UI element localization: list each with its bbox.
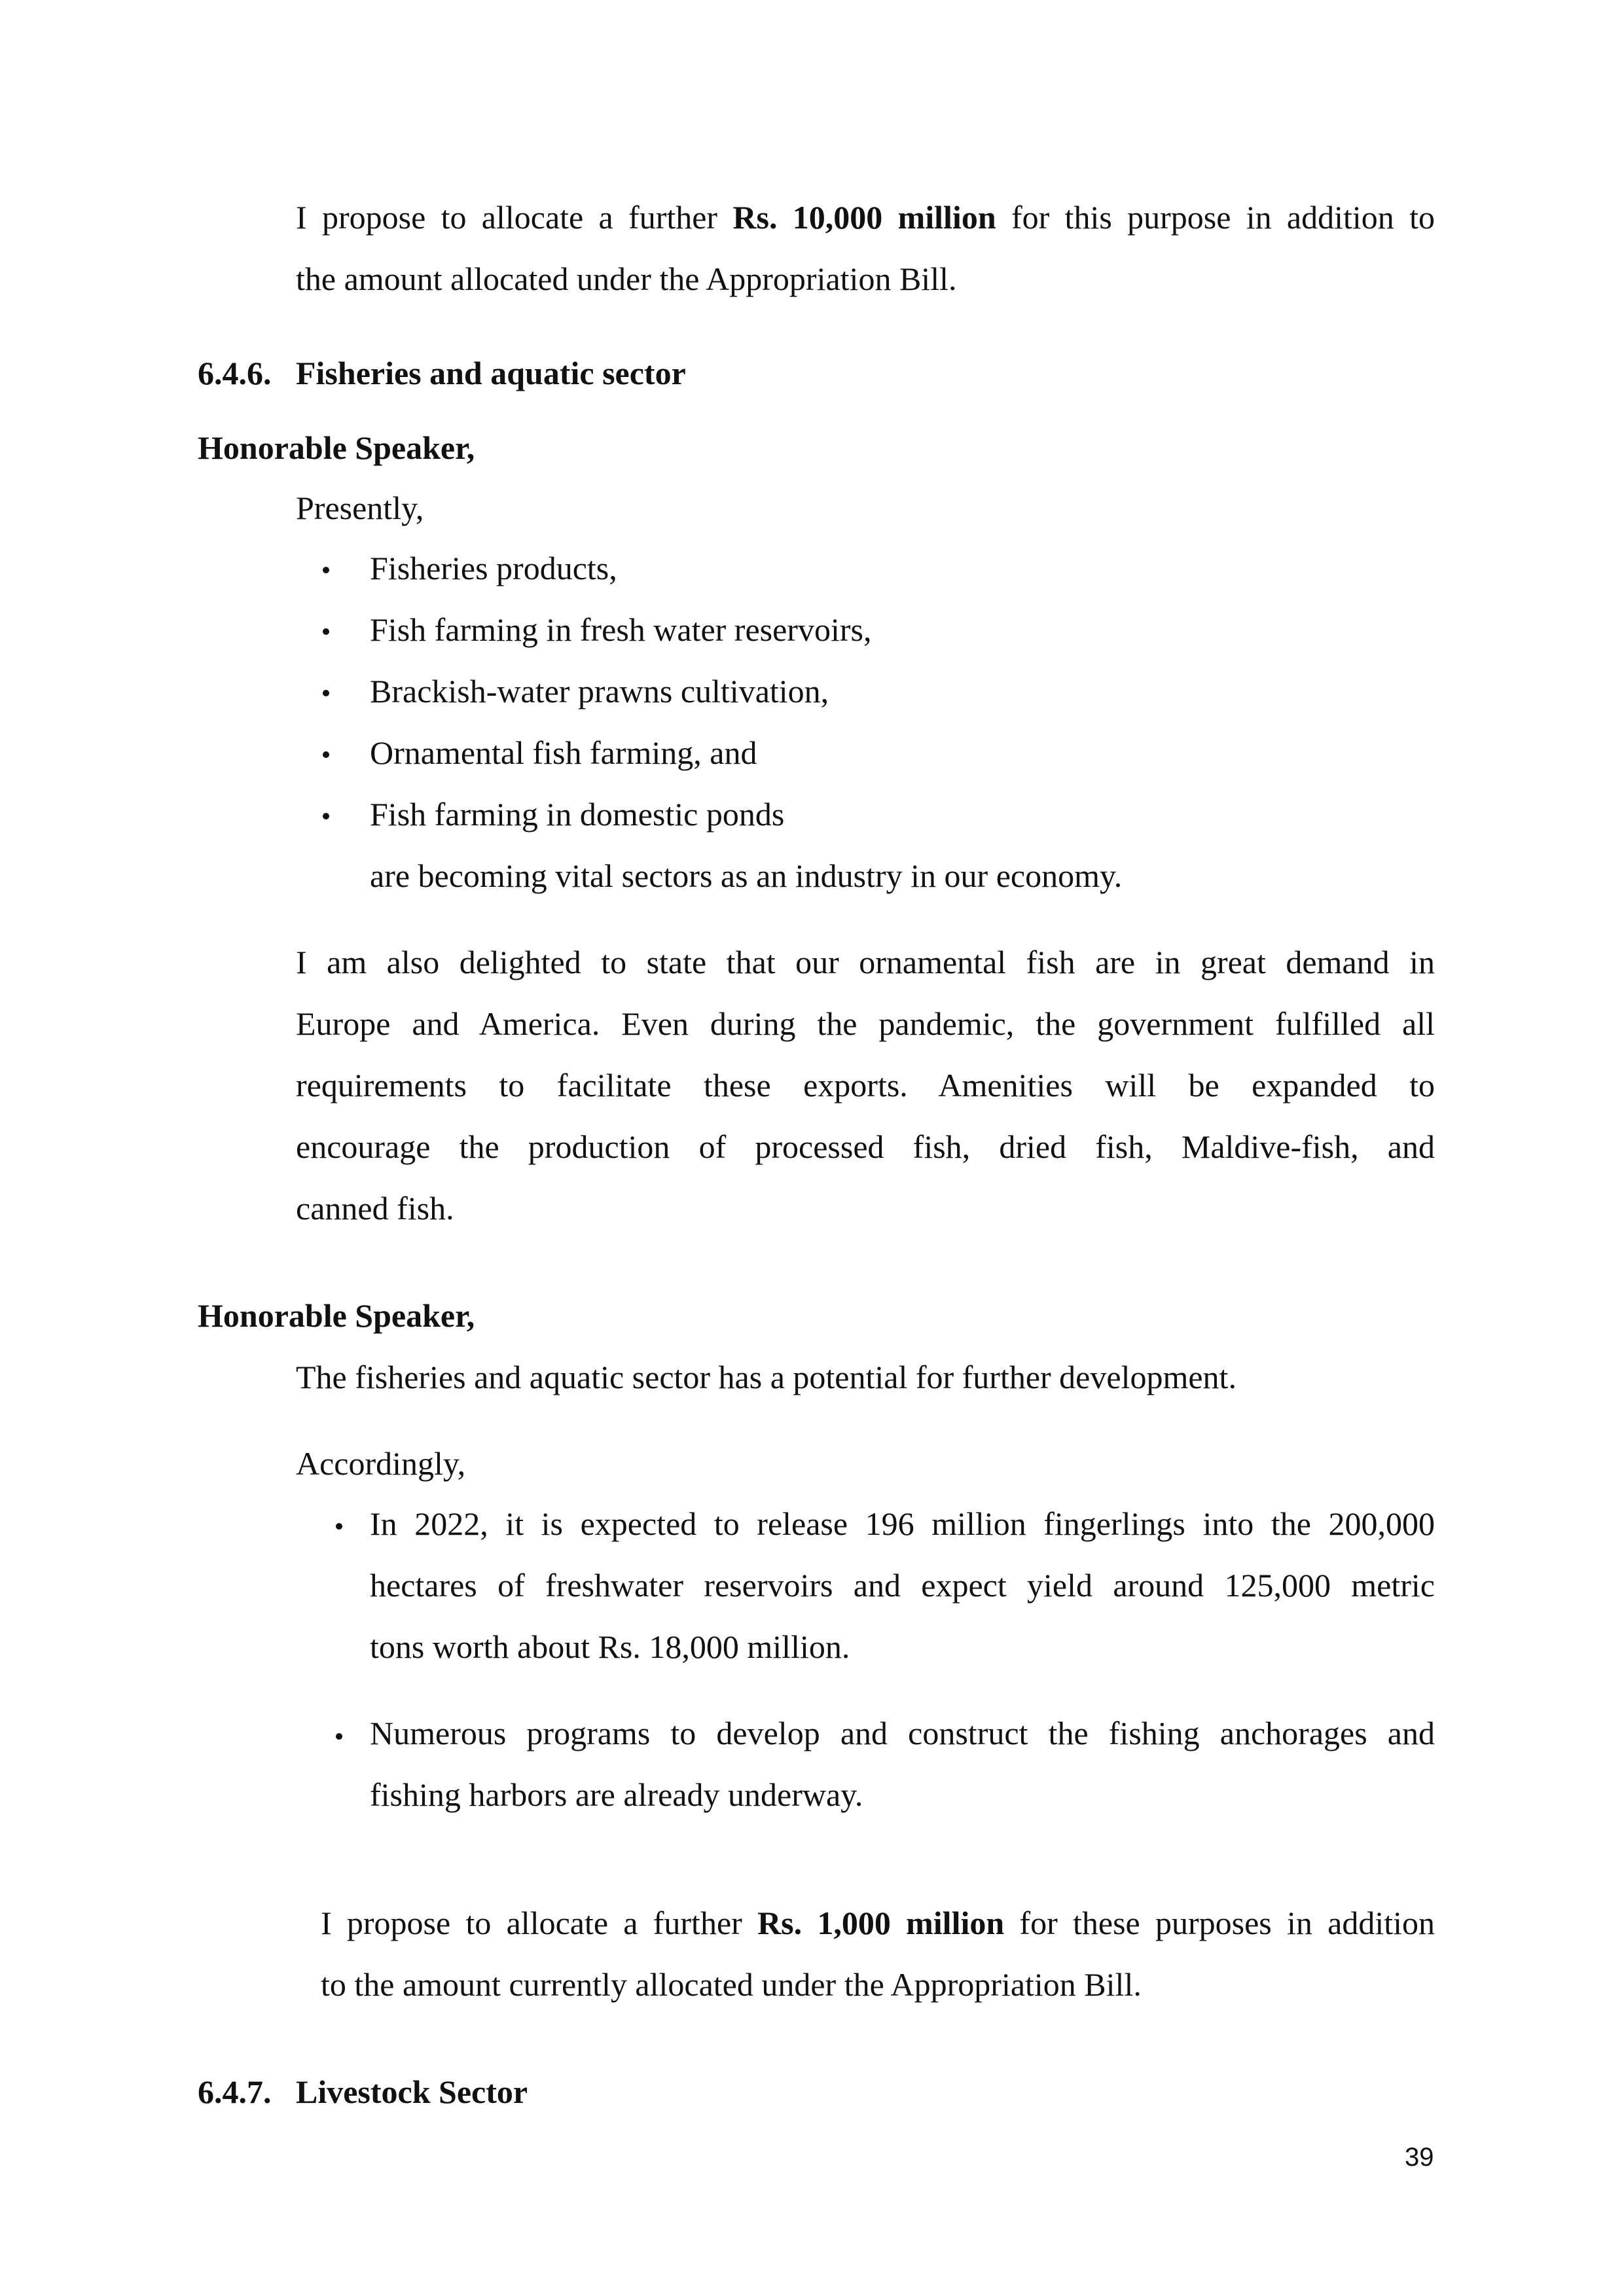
list-item-line: fishing harbors are already underway. (370, 1776, 863, 1813)
paragraph-line: I am also delighted to state that our ornamental fish are in great demand in (296, 944, 1435, 980)
list-item: Fisheries products, (370, 550, 617, 586)
list-item-line: hectares of freshwater reservoirs and expect yield around 125,000 metric (370, 1567, 1435, 1604)
intro-amount: Rs. 10,000 million (732, 199, 996, 236)
bullet-icon (323, 690, 329, 696)
section-646-number: 6.4.6. (198, 355, 272, 391)
list-item-line: Numerous programs to develop and construct the fishing anchorages and (370, 1715, 1435, 1751)
bullets-tail: are becoming vital sectors as an industry in our economy. (370, 857, 1123, 894)
section-647-number: 6.4.7. (198, 2073, 272, 2110)
section-646-title: Fisheries and aquatic sector (296, 355, 686, 391)
bullet-icon (336, 1733, 342, 1740)
intro-line-1: I propose to allocate a further Rs. 10,000 million for this purpose in addition to (296, 199, 1435, 236)
potential-text: The fisheries and aquatic sector has a potential for further development. (296, 1359, 1236, 1395)
bullet-icon (336, 1523, 342, 1530)
paragraph-line: requirements to facilitate these exports. Amenities will be expanded to (296, 1067, 1435, 1103)
page-number: 39 (1405, 2143, 1434, 2172)
intro-line-2: the amount allocated under the Appropriation Bill. (296, 260, 957, 297)
section-647-title: Livestock Sector (296, 2073, 528, 2110)
paragraph-line: encourage the production of processed fish, dried fish, Maldive-fish, and (296, 1128, 1435, 1165)
allocation-line-1: I propose to allocate a further Rs. 1,000 million for these purposes in addition (321, 1905, 1435, 1941)
allocation-line-2: to the amount currently allocated under the Appropriation Bill. (321, 1966, 1142, 2003)
list-item: Ornamental fish farming, and (370, 734, 757, 771)
presently-text: Presently, (296, 490, 424, 526)
allocation-amount: Rs. 1,000 million (757, 1905, 1005, 1941)
bullet-icon (323, 813, 329, 819)
bullet-icon (323, 567, 329, 573)
list-item: Fish farming in fresh water reservoirs, (370, 611, 872, 648)
bullet-icon (323, 751, 329, 758)
bullet-icon (323, 628, 329, 635)
list-item-line: In 2022, it is expected to release 196 million fingerlings into the 200,000 (370, 1505, 1435, 1542)
accordingly-text: Accordingly, (296, 1445, 466, 1482)
list-item: Fish farming in domestic ponds (370, 796, 785, 833)
list-item: Brackish-water prawns cultivation, (370, 673, 829, 709)
salutation-1: Honorable Speaker, (198, 429, 475, 466)
paragraph-line: canned fish. (296, 1190, 454, 1227)
paragraph-line: Europe and America. Even during the pandemic, the government fulfilled all (296, 1005, 1435, 1042)
salutation-2: Honorable Speaker, (198, 1297, 475, 1334)
list-item-line: tons worth about Rs. 18,000 million. (370, 1628, 850, 1665)
